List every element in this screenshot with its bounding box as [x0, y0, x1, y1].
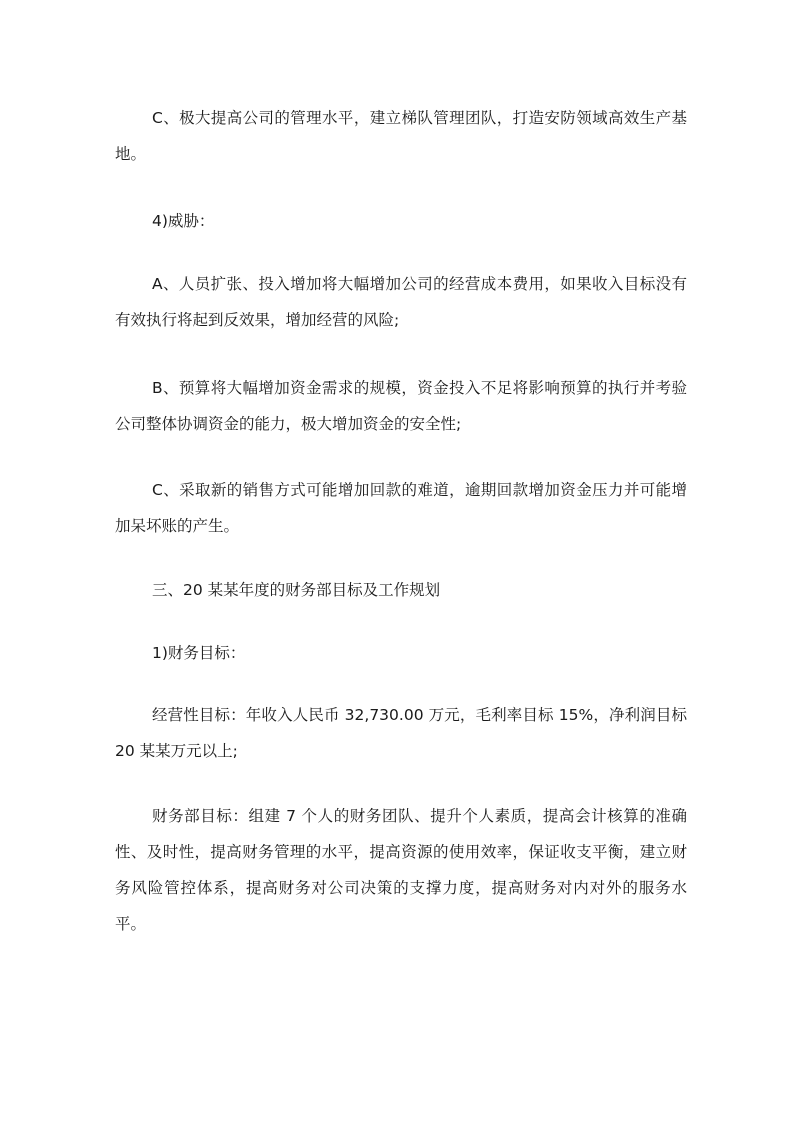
paragraph-operating-targets: 经营性目标：年收入人民币 32,730.00 万元，毛利率目标 15%，净利润目标 20 某某万元以上;	[115, 706, 687, 760]
paragraph-management-goal: C、极大提高公司的管理水平，建立梯队管理团队，打造安防领域高效生产基地。	[115, 109, 687, 163]
paragraph-threat-b: B、预算将大幅增加资金需求的规模，资金投入不足将影响预算的执行并考验公司整体协调资金的能力，极大增加资金的安全性;	[115, 379, 687, 433]
heading-threats: 4)威胁：	[152, 212, 215, 230]
heading-financial-targets: 1)财务目标：	[152, 644, 246, 662]
paragraph-threat-c: C、采取新的销售方式可能增加回款的难道，逾期回款增加资金压力并可能增加呆坏账的产生。	[115, 481, 687, 535]
paragraph-threat-a: A、人员扩张、投入增加将大幅增加公司的经营成本费用，如果收入目标没有有效执行将起到反效果，增加经营的风险;	[115, 275, 687, 329]
paragraph-finance-dept-targets: 财务部目标：组建 7 个人的财务团队、提升个人素质，提高会计核算的准确性、及时性，提高财务管理的水平，提高资源的使用效率，保证收支平衡，建立财务风险管控体系，提高财务对公司决策的支撑力度，提高财务对内对外的服务水平。	[115, 807, 687, 933]
section-heading-targets: 三、20 某某年度的财务部目标及工作规划	[152, 581, 441, 599]
